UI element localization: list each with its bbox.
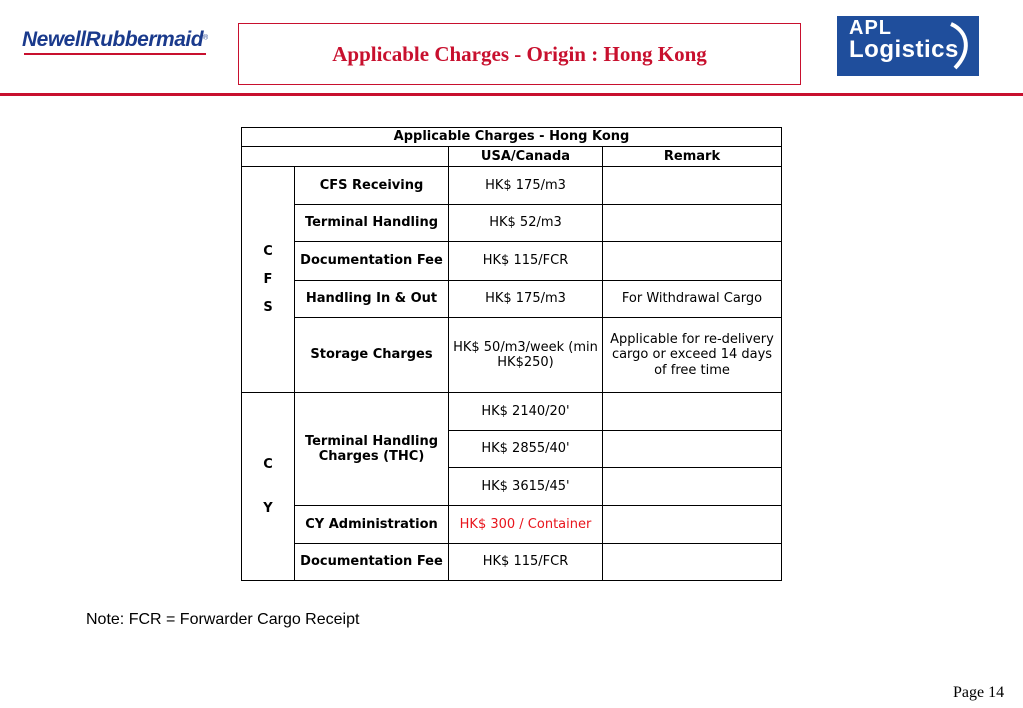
cfs-letter-s: S: [263, 300, 273, 316]
newell-rubbermaid-logo-text: NewellRubbermaid: [22, 28, 204, 51]
charge-remark: [603, 468, 782, 506]
charge-remark: Applicable for re-delivery cargo or exceed 14 days of free time: [603, 318, 782, 393]
header-usa-canada: USA/Canada: [449, 147, 603, 167]
apl-logo-line2: Logistics: [849, 36, 959, 63]
charge-name: CFS Receiving: [295, 167, 449, 205]
charge-remark: [603, 205, 782, 242]
header-blank-cell: [242, 147, 449, 167]
charge-remark: [603, 506, 782, 544]
charge-amount: HK$ 115/FCR: [449, 242, 603, 281]
header-divider: [0, 93, 1023, 96]
table-caption-row: [242, 128, 782, 147]
footnote: Note: FCR = Forwarder Cargo Receipt: [86, 611, 360, 628]
table-header-row: [242, 147, 782, 167]
charge-remark: For Withdrawal Cargo: [603, 281, 782, 318]
charge-remark: [603, 544, 782, 581]
table-row: [242, 506, 782, 544]
table-caption: Applicable Charges - Hong Kong: [242, 128, 782, 147]
table-row: [242, 167, 782, 205]
charge-amount: HK$ 52/m3: [449, 205, 603, 242]
thc-charge-name: Terminal Handling Charges (THC): [295, 393, 449, 506]
page-number: Page 14: [953, 684, 1005, 701]
logo-underline: [24, 53, 206, 55]
cy-admin-amount: HK$ 300 / Container: [449, 506, 603, 544]
cy-letter-c: C: [263, 457, 273, 473]
charge-remark: [603, 167, 782, 205]
charge-amount: HK$ 115/FCR: [449, 544, 603, 581]
apl-logo-line1: APL: [849, 17, 892, 39]
cfs-side-label: [242, 167, 295, 393]
trademark-symbol: ®: [203, 34, 209, 42]
charge-name: Handling In & Out: [295, 281, 449, 318]
charge-amount: HK$ 175/m3: [449, 167, 603, 205]
table-row: [242, 281, 782, 318]
table-row: [242, 242, 782, 281]
slide-title: Applicable Charges - Origin : Hong Kong: [332, 41, 707, 66]
table-row: [242, 544, 782, 581]
charge-name: CY Administration: [295, 506, 449, 544]
charge-name: Documentation Fee: [295, 242, 449, 281]
cy-side-label: [242, 393, 295, 581]
cy-letter-y: Y: [263, 500, 273, 516]
header-remark: Remark: [603, 147, 782, 167]
charge-name: Storage Charges: [295, 318, 449, 393]
charge-remark: [603, 242, 782, 281]
charge-name: Terminal Handling: [295, 205, 449, 242]
newell-rubbermaid-logo: [22, 28, 212, 64]
thc-amount-40: HK$ 2855/40': [449, 431, 603, 468]
table-row: [242, 205, 782, 242]
charge-amount: HK$ 50/m3/week (min HK$250): [449, 318, 603, 393]
table-row: [242, 393, 782, 431]
cfs-letter-f: F: [263, 272, 273, 287]
charge-remark: [603, 393, 782, 431]
charge-remark: [603, 431, 782, 468]
thc-amount-20: HK$ 2140/20': [449, 393, 603, 431]
charge-amount: HK$ 175/m3: [449, 281, 603, 318]
cfs-letter-c: C: [263, 243, 273, 259]
slide-title-box: [238, 23, 801, 85]
table-row: [242, 318, 782, 393]
thc-amount-45: HK$ 3615/45': [449, 468, 603, 506]
charge-name: Documentation Fee: [295, 544, 449, 581]
charges-table: [241, 127, 782, 581]
apl-logistics-logo: [837, 16, 979, 76]
